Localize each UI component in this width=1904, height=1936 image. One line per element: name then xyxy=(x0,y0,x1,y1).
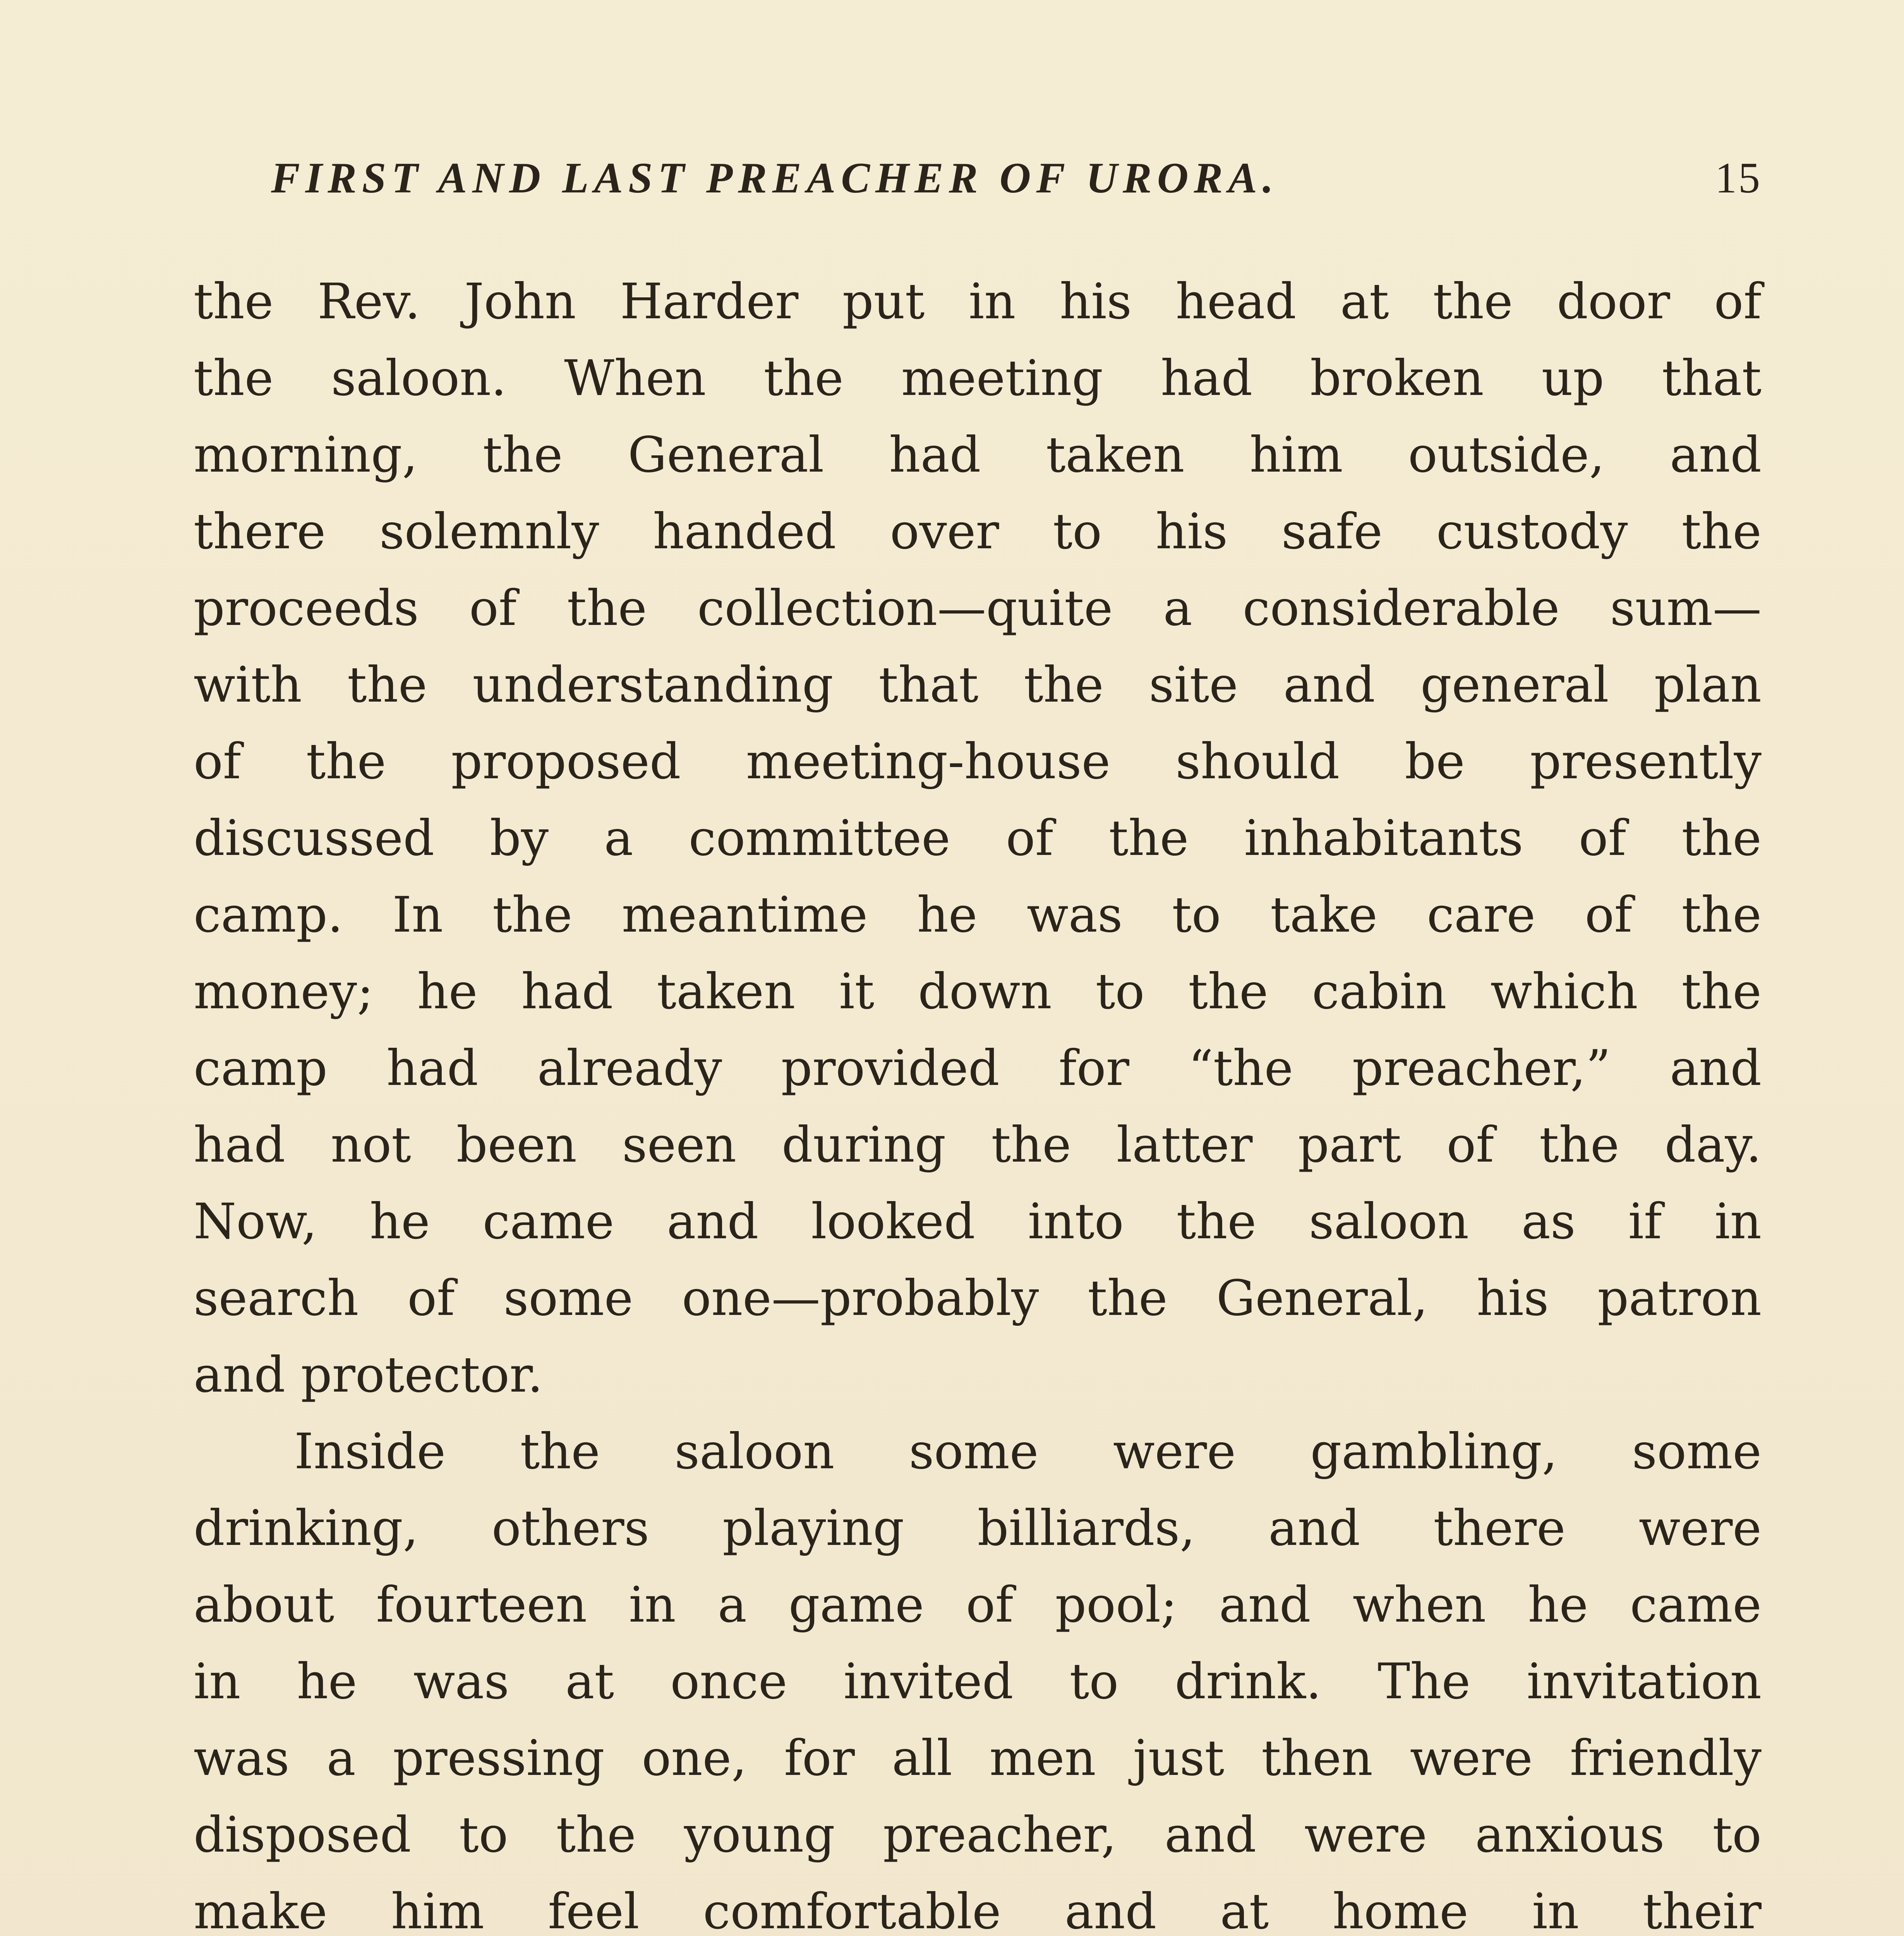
text-line: the Rev. John Harder put in his head at the door of xyxy=(194,273,1762,330)
running-title: FIRST AND LAST PREACHER OF URORA. xyxy=(271,154,1279,202)
text-line: with the understanding that the site and general plan xyxy=(194,656,1762,713)
text-line: proceeds of the collection—quite a considerable sum— xyxy=(194,580,1762,637)
text-line: drinking, others playing billiards, and there were xyxy=(194,1500,1762,1557)
text-line: of the proposed meeting-house should be presently xyxy=(194,733,1762,790)
text-line: and protector. xyxy=(194,1346,543,1403)
text-line: was a pressing one, for all men just then were friendly xyxy=(194,1730,1762,1787)
text-line: had not been seen during the latter part of the day. xyxy=(194,1116,1762,1173)
paragraph-2 xyxy=(194,1413,1762,1936)
text-line: the saloon. When the meeting had broken up that xyxy=(194,350,1762,407)
text-line: Inside the saloon some were gambling, some xyxy=(294,1423,1762,1480)
text-line: about fourteen in a game of pool; and when he came xyxy=(194,1576,1762,1633)
text-line: morning, the General had taken him outside, and xyxy=(194,426,1762,483)
text-line: make him feel comfortable and at home in their xyxy=(194,1883,1762,1936)
running-header xyxy=(271,143,1762,213)
text-line: camp. In the meantime he was to take care of the xyxy=(194,886,1762,943)
text-line: Now, he came and looked into the saloon as if in xyxy=(194,1193,1762,1250)
text-line: discussed by a committee of the inhabitants of the xyxy=(194,810,1762,867)
paragraph-1 xyxy=(194,263,1762,1413)
body-text xyxy=(194,263,1762,1936)
text-line: disposed to the young preacher, and were anxious to xyxy=(194,1806,1762,1863)
text-line: there solemnly handed over to his safe custody the xyxy=(194,503,1762,560)
text-line: money; he had taken it down to the cabin which the xyxy=(194,963,1762,1020)
text-line: camp had already provided for “the preacher,” and xyxy=(194,1040,1762,1097)
text-line: search of some one—probably the General, his patron xyxy=(194,1270,1762,1327)
page-number: 15 xyxy=(1715,154,1762,202)
text-line: in he was at once invited to drink. The invitation xyxy=(194,1653,1762,1710)
